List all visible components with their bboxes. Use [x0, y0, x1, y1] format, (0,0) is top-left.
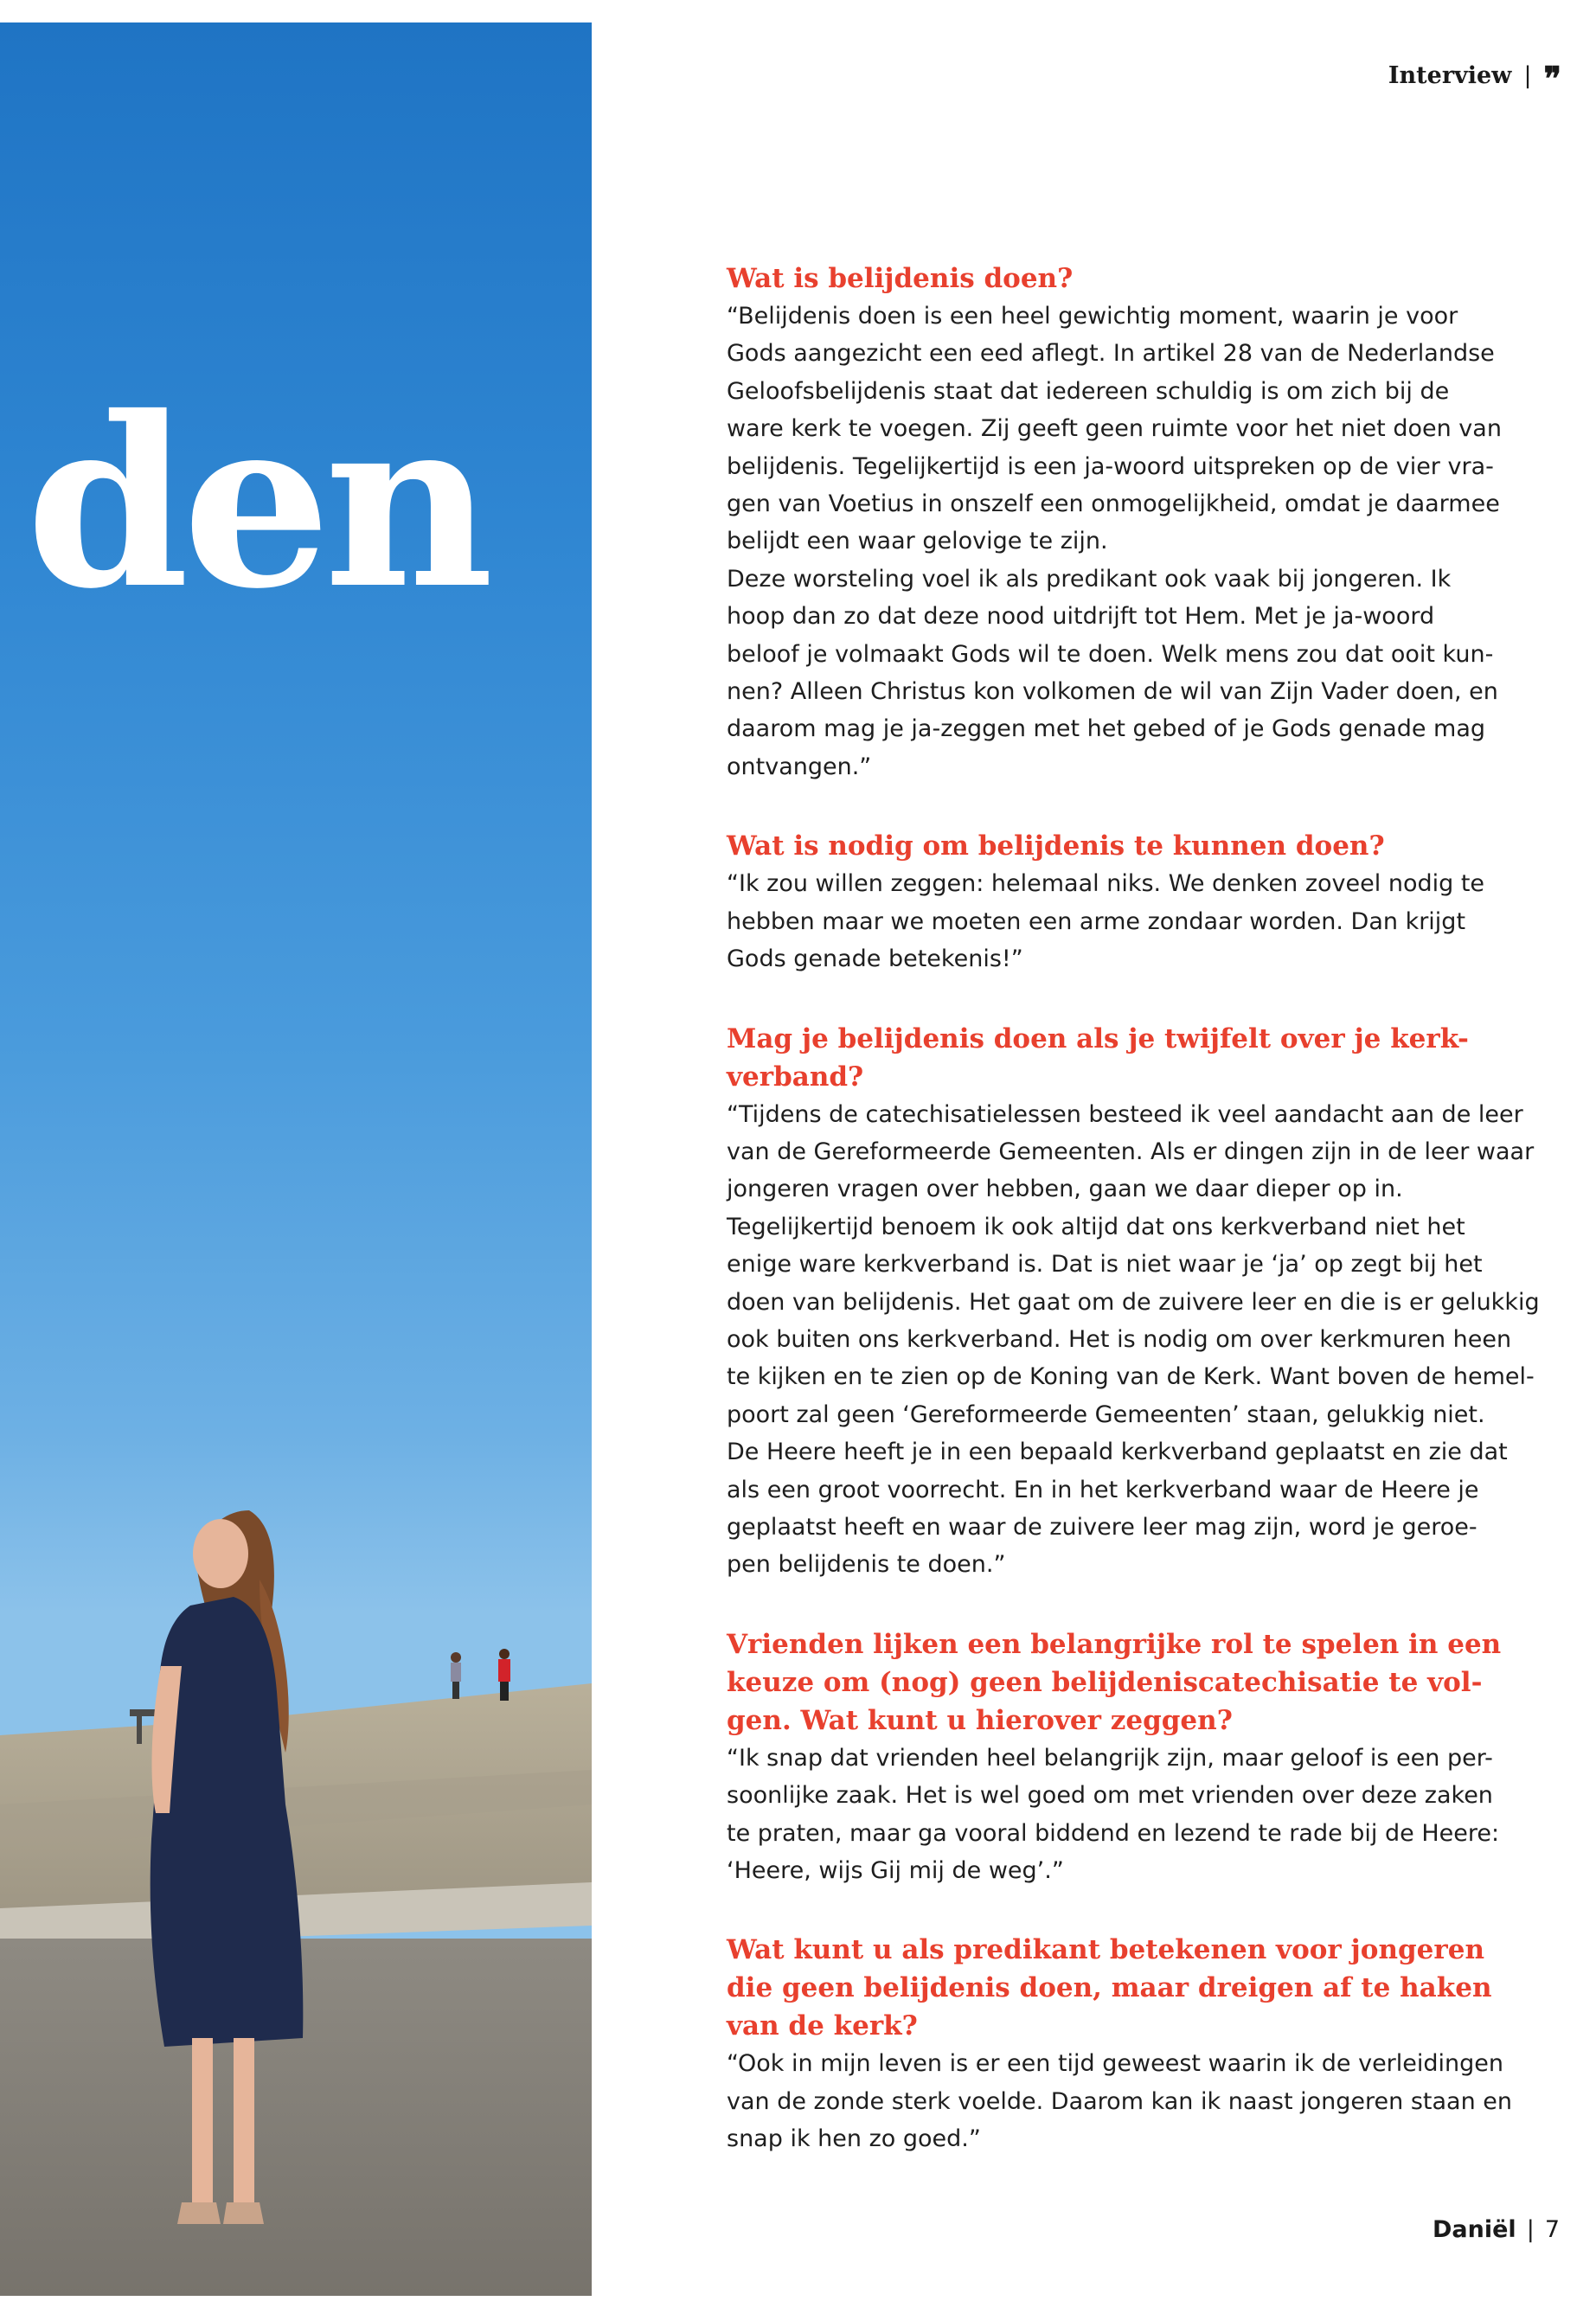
question-heading — [727, 1625, 1505, 1740]
answer-line: geplaatst heeft en waar de zuivere leer mag zijn, word je geroe- — [727, 1513, 1477, 1541]
answer-line: Deze worsteling voel ik als predikant ook vaak bij jongeren. Ik — [727, 565, 1452, 593]
answer-line: gen van Voetius in onszelf een onmogelijkheid, omdat je daarmee — [727, 490, 1500, 518]
question-heading — [727, 260, 1505, 298]
question-heading — [727, 1020, 1505, 1096]
question-line: verband? — [727, 1061, 864, 1093]
answer-line: snap ik hen zo goed.” — [727, 2125, 981, 2153]
distant-people — [451, 1649, 510, 1701]
answer-line: Tegelijkertijd benoem ik ook altijd dat ons kerkverband niet het — [727, 1213, 1465, 1240]
question-line: Mag je belijdenis doen als je twijfelt over je kerk- — [727, 1022, 1469, 1054]
answer-line: “Belijdenis doen is een heel gewichtig moment, waarin je voor — [727, 303, 1458, 330]
interview-article — [727, 260, 1540, 2200]
answer-line: van de zonde sterk voelde. Daarom kan ik naast jongeren staan en — [727, 2087, 1513, 2115]
cover-photo — [0, 22, 592, 2296]
answer-line: Geloofsbelijdenis staat dat iedereen schuldig is om zich bij de — [727, 377, 1450, 405]
answer-line: ‘Heere, wijs Gij mij de weg’.” — [727, 1857, 1064, 1884]
footer-separator: | — [1526, 2216, 1535, 2243]
answer-line: soonlijke zaak. Het is wel goed om met vrienden over deze zaken — [727, 1782, 1493, 1810]
answer-text — [727, 865, 1505, 977]
question-line: gen. Wat kunt u hierover zeggen? — [727, 1704, 1233, 1736]
section-label: Interview — [1388, 61, 1512, 89]
question-line: die geen belijdenis doen, maar dreigen af te haken — [727, 1972, 1492, 2004]
answer-line: hebben maar we moeten een arme zondaar worden. Dan krijgt — [727, 907, 1466, 935]
answer-line: doen van belijdenis. Het gaat om de zuivere leer en die is er gelukkig — [727, 1288, 1540, 1316]
qa-block — [727, 827, 1505, 977]
answer-line: “Tijdens de catechisatielessen besteed ik veel aandacht aan de leer — [727, 1100, 1523, 1128]
question-heading — [727, 827, 1505, 865]
question-line: keuze om (nog) geen belijdeniscatechisatie te vol- — [727, 1666, 1483, 1698]
magazine-name: Daniël — [1433, 2216, 1516, 2243]
answer-line: “Ik zou willen zeggen: helemaal niks. We denken zoveel nodig te — [727, 870, 1485, 898]
answer-line: nen? Alleen Christus kon volkomen de wil van Zijn Vader doen, en — [727, 678, 1498, 706]
answer-line: als een groot voorrecht. En in het kerkverband waar de Heere je — [727, 1476, 1479, 1503]
question-line: Wat is belijdenis doen? — [727, 263, 1074, 294]
section-header — [1388, 59, 1561, 98]
answer-line: “Ik snap dat vrienden heel belangrijk zijn, maar geloof is een per- — [727, 1744, 1493, 1772]
qa-block — [727, 1625, 1505, 1890]
answer-line: beloof je volmaakt Gods wil te doen. Welk mens zou dat ooit kun- — [727, 640, 1494, 668]
answer-line: ontvangen.” — [727, 753, 872, 780]
header-separator: | — [1523, 61, 1532, 89]
answer-line: poort zal geen ‘Gereformeerde Gemeenten’ staan, gelukkig niet. — [727, 1400, 1485, 1428]
page-footer — [1433, 2216, 1560, 2243]
answer-text — [727, 298, 1505, 785]
qa-block — [727, 1020, 1540, 1584]
qa-block — [727, 1931, 1513, 2157]
answer-line: enige ware kerkverband is. Dat is niet waar je ‘ja’ op zegt bij het — [727, 1251, 1483, 1279]
qa-block — [727, 260, 1505, 785]
page-number: 7 — [1544, 2216, 1560, 2243]
answer-line: ook buiten ons kerkverband. Het is nodig om over kerkmuren heen — [727, 1325, 1512, 1353]
answer-line: Gods aangezicht een eed aflegt. In artikel 28 van de Nederlandse — [727, 340, 1495, 368]
answer-text — [727, 2045, 1513, 2157]
answer-line: te kijken en te zien op de Koning van de Kerk. Want boven de hemel- — [727, 1363, 1535, 1391]
question-line: Wat is nodig om belijdenis te kunnen doen? — [727, 830, 1385, 862]
beach-scene — [0, 22, 592, 2296]
answer-line: “Ook in mijn leven is er een tijd geweest waarin ik de verleidingen — [727, 2050, 1504, 2078]
quote-icon: ❞ — [1543, 59, 1561, 98]
answer-line: De Heere heeft je in een bepaald kerkverband geplaatst en zie dat — [727, 1439, 1508, 1466]
answer-line: te praten, maar ga vooral biddend en lezend te rade bij de Heere: — [727, 1819, 1500, 1847]
answer-line: pen belijdenis te doen.” — [727, 1551, 1006, 1579]
answer-line: belijdenis. Tegelijkertijd is een ja-woord uitspreken op de vier vra- — [727, 452, 1494, 480]
answer-line: jongeren vragen over hebben, gaan we daar dieper op in. — [727, 1176, 1403, 1203]
question-heading — [727, 1931, 1505, 2045]
answer-line: daarom mag je ja-zeggen met het gebed of je Gods genade mag — [727, 715, 1486, 743]
answer-line: ware kerk te voegen. Zij geeft geen ruimte voor het niet doen van — [727, 415, 1502, 443]
question-line: van de kerk? — [727, 2010, 918, 2042]
overlay-word: den — [26, 365, 487, 640]
answer-line: hoop dan zo dat deze nood uitdrijft tot Hem. Met je ja-woord — [727, 603, 1435, 631]
answer-text — [727, 1740, 1505, 1890]
answer-line: Gods genade betekenis!” — [727, 945, 1023, 973]
answer-line: belijdt een waar gelovige te zijn. — [727, 528, 1108, 555]
question-line: Vrienden lijken een belangrijke rol te spelen in een — [727, 1628, 1502, 1660]
question-line: Wat kunt u als predikant betekenen voor jongeren — [727, 1934, 1484, 1966]
answer-line: van de Gereformeerde Gemeenten. Als er dingen zijn in de leer waar — [727, 1138, 1535, 1165]
answer-text — [727, 1096, 1540, 1584]
